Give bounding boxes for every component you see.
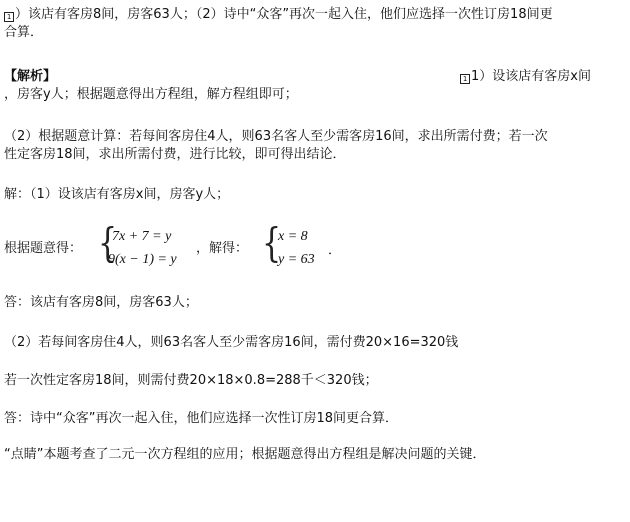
analysis-part1-text: 1）设该店有客房x间: [471, 69, 591, 84]
answer-line-2: 答：诗中“众客”再次一起入住，他们应选择一次性订房18间更合算．: [4, 411, 399, 426]
analysis-line-4: 性定客房18间，求出所需付费，进行比较，即可得出结论．: [4, 147, 346, 162]
equation-2: 9(x − 1) = y: [108, 252, 177, 267]
analysis-heading: 【解析】: [4, 69, 57, 84]
analysis-part1-start: [460, 68, 591, 86]
dianjing-line: “点睛”本题考查了二元一次方程组的应用；根据题意得出方程组是解决问题的关键．: [4, 447, 486, 462]
top-line-1-text: ）该店有客房8间，房客63人；（2）诗中“众客”再次一起入住，他们应选择一次性订房18间更: [15, 7, 553, 22]
question-answer-line-2: 合算．: [4, 25, 44, 40]
question-answer-line-1: [4, 6, 553, 24]
part2-line-1: （2）若每间客房住4人，则63名客人至少需客房16间，需付费20×16=320钱: [4, 335, 459, 350]
analysis-line-3: （2）根据题意计算：若每间客房住4人，则63名客人至少需客房16间，求出所需付费；若一次: [4, 129, 548, 144]
left-brace-system-1: {: [98, 219, 118, 268]
part2-line-2: 若一次性定客房18间，则需付费20×18×0.8=288千＜320钱；: [4, 373, 378, 388]
solution-x: x = 8: [278, 229, 308, 244]
analysis-line-2: ，房客y人；根据题意得出方程组，解方程组即可；: [4, 87, 298, 102]
solution-y: y = 63: [278, 252, 315, 267]
left-brace-system-2: {: [262, 219, 282, 268]
equation-1: 7x + 7 = y: [112, 229, 172, 244]
question-marker-icon: 1: [4, 12, 14, 22]
analysis-marker-icon: 1: [460, 74, 470, 84]
solve-label: ，解得：: [196, 241, 249, 256]
solution-intro: 解：（1）设该店有客房x间，房客y人；: [4, 187, 230, 202]
answer-line-1: 答：该店有客房8间，房客63人；: [4, 295, 198, 310]
by-question-label: 根据题意得：: [4, 241, 83, 256]
solution-period: ．: [328, 243, 342, 258]
